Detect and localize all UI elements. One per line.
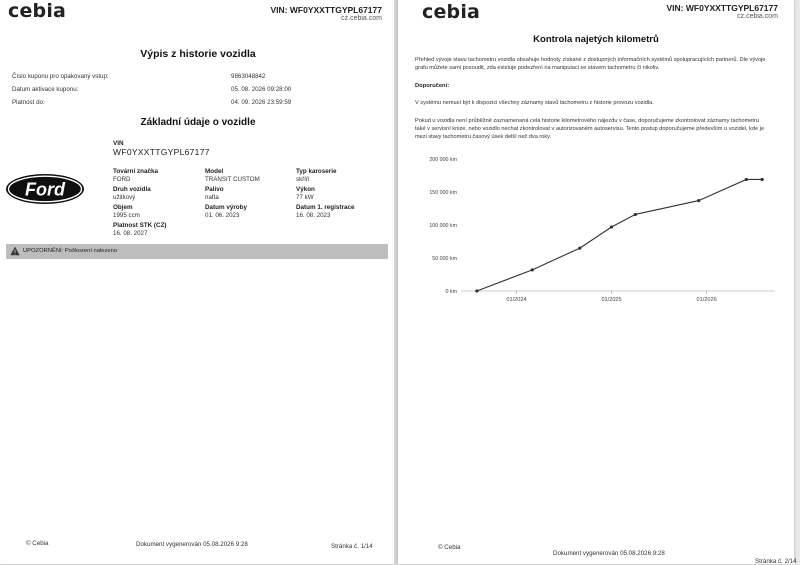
brand-value: FORD: [113, 176, 131, 183]
stk-label: Platnost STK (CZ): [113, 222, 167, 229]
y-tick-label: 50 000 km: [432, 256, 457, 262]
vin-label: VIN: [113, 140, 124, 147]
x-tick-label: 01/2026: [696, 297, 717, 303]
intro-paragraph: Přehled vývoje stavu tachometru vozidla obsahuje hodnoty získané z dostupných informačních systémů spolupracujících partnerů. Dle vývoje grafu můžete sami posoudit, zda existuje podezření na manipulaci se stavem tachometru či nikoliv.: [415, 57, 766, 71]
registration-date-value: 16. 08. 2023: [296, 212, 331, 219]
mileage-chart: [398, 150, 794, 310]
vehicle-kind-value: užitkový: [113, 194, 136, 201]
report-page-2: [398, 0, 797, 565]
footer-page-number: Stránka č. 1/14: [331, 543, 373, 550]
vin-header: VIN: WF0YXXTTGYPL67177: [666, 3, 778, 13]
mileage-data-point: [634, 213, 637, 216]
power-label: Výkon: [296, 186, 315, 193]
footer-copyright: © Cebia: [26, 540, 49, 547]
website-link[interactable]: cz.cebia.com: [341, 15, 382, 22]
recommendation-heading: Doporučení:: [415, 83, 450, 89]
y-tick-label: 0 km: [445, 289, 457, 295]
report-page-1: [0, 0, 396, 564]
mileage-data-point: [745, 178, 748, 181]
ford-logo-icon: [5, 173, 85, 205]
model-label: Model: [205, 168, 224, 175]
mileage-data-point: [475, 289, 478, 292]
warning-triangle-icon: [10, 246, 20, 256]
stk-value: 16. 08. 2027: [113, 230, 148, 237]
y-tick-label: 150 000 km: [429, 190, 457, 196]
footer-generated: Dokument vygenerován 05.08.2026 9:28: [136, 541, 248, 548]
mileage-data-point: [578, 247, 581, 250]
mileage-data-point: [761, 178, 764, 181]
y-tick-label: 100 000 km: [429, 223, 457, 229]
footer-generated: Dokument vygenerován 05.08.2026 9:28: [553, 550, 665, 557]
brand-label: Tovární značka: [113, 168, 159, 175]
manufacture-date-value: 01. 06. 2023: [205, 212, 240, 219]
mileage-data-point: [531, 268, 534, 271]
advice-paragraph: Pokud u vozidla není průběžně zaznamenaná celá historie kilometrového nájezdu v čase, doporučujeme zkontrolovat záznamy tachometru také v servisní knize, nebo vozidlo nechat zkontrolovat v autorizovaném autoservisu. Tento postup doporučujeme především u vozidel, kde je mezi stavy tachometru časový úsek delší než dva roky.: [415, 118, 765, 140]
vin-value: WF0YXXTTGYPL67177: [113, 147, 210, 157]
vin-header: VIN: WF0YXXTTGYPL67177: [270, 5, 382, 15]
registration-date-label: Datum 1. registrace: [296, 204, 355, 211]
validity-value: 04. 09. 2026 23:59:59: [231, 99, 292, 106]
section-title: Základní údaje o vozidle: [140, 117, 256, 128]
mileage-data-point: [697, 199, 700, 202]
power-value: 77 kW: [296, 194, 314, 201]
fuel-label: Palivo: [205, 186, 224, 193]
cebia-logo: cebia: [422, 1, 481, 23]
y-tick-label: 200 000 km: [429, 157, 457, 163]
body-type-label: Typ karoserie: [296, 168, 337, 175]
validity-label: Platnost do:: [12, 99, 45, 106]
activation-value: 05. 08. 2026 09:28:00: [231, 86, 292, 93]
activation-label: Datum aktivace kuponu:: [12, 86, 79, 93]
ford-logo-text: Ford: [25, 179, 65, 200]
cebia-logo: cebia: [8, 0, 67, 22]
vehicle-kind-label: Druh vozidla: [113, 186, 151, 193]
footer-page-number: Stránka č. 2/14: [755, 558, 797, 565]
model-value: TRANSIT CUSTOM: [205, 176, 260, 183]
website-link[interactable]: cz.cebia.com: [737, 13, 778, 20]
warning-text: UPOZORNĚNÍ: Poškození nalezeno: [23, 247, 118, 254]
recommendation-paragraph: V systému nemusí být k dispozici všechny záznamy stavů tachometru z historie provozu vozidla.: [415, 100, 654, 106]
page-title: Výpis z historie vozidla: [140, 48, 256, 60]
manufacture-date-label: Datum výroby: [205, 204, 247, 211]
x-tick-label: 01/2024: [506, 297, 527, 303]
volume-value: 1995 ccm: [113, 212, 140, 219]
page-title: Kontrola najetých kilometrů: [533, 34, 659, 45]
coupon-label: Číslo kuponu pro opakovaný vstup:: [12, 73, 109, 80]
mileage-series-line: [477, 179, 762, 291]
volume-label: Objem: [113, 204, 133, 211]
body-type-value: skříň: [296, 176, 310, 183]
fuel-value: nafta: [205, 194, 219, 201]
coupon-value: 9863048842: [231, 73, 266, 80]
mileage-data-point: [610, 225, 613, 228]
footer-copyright: © Cebia: [438, 544, 461, 551]
x-tick-label: 01/2025: [601, 297, 622, 303]
damage-warning-banner[interactable]: [6, 244, 388, 259]
